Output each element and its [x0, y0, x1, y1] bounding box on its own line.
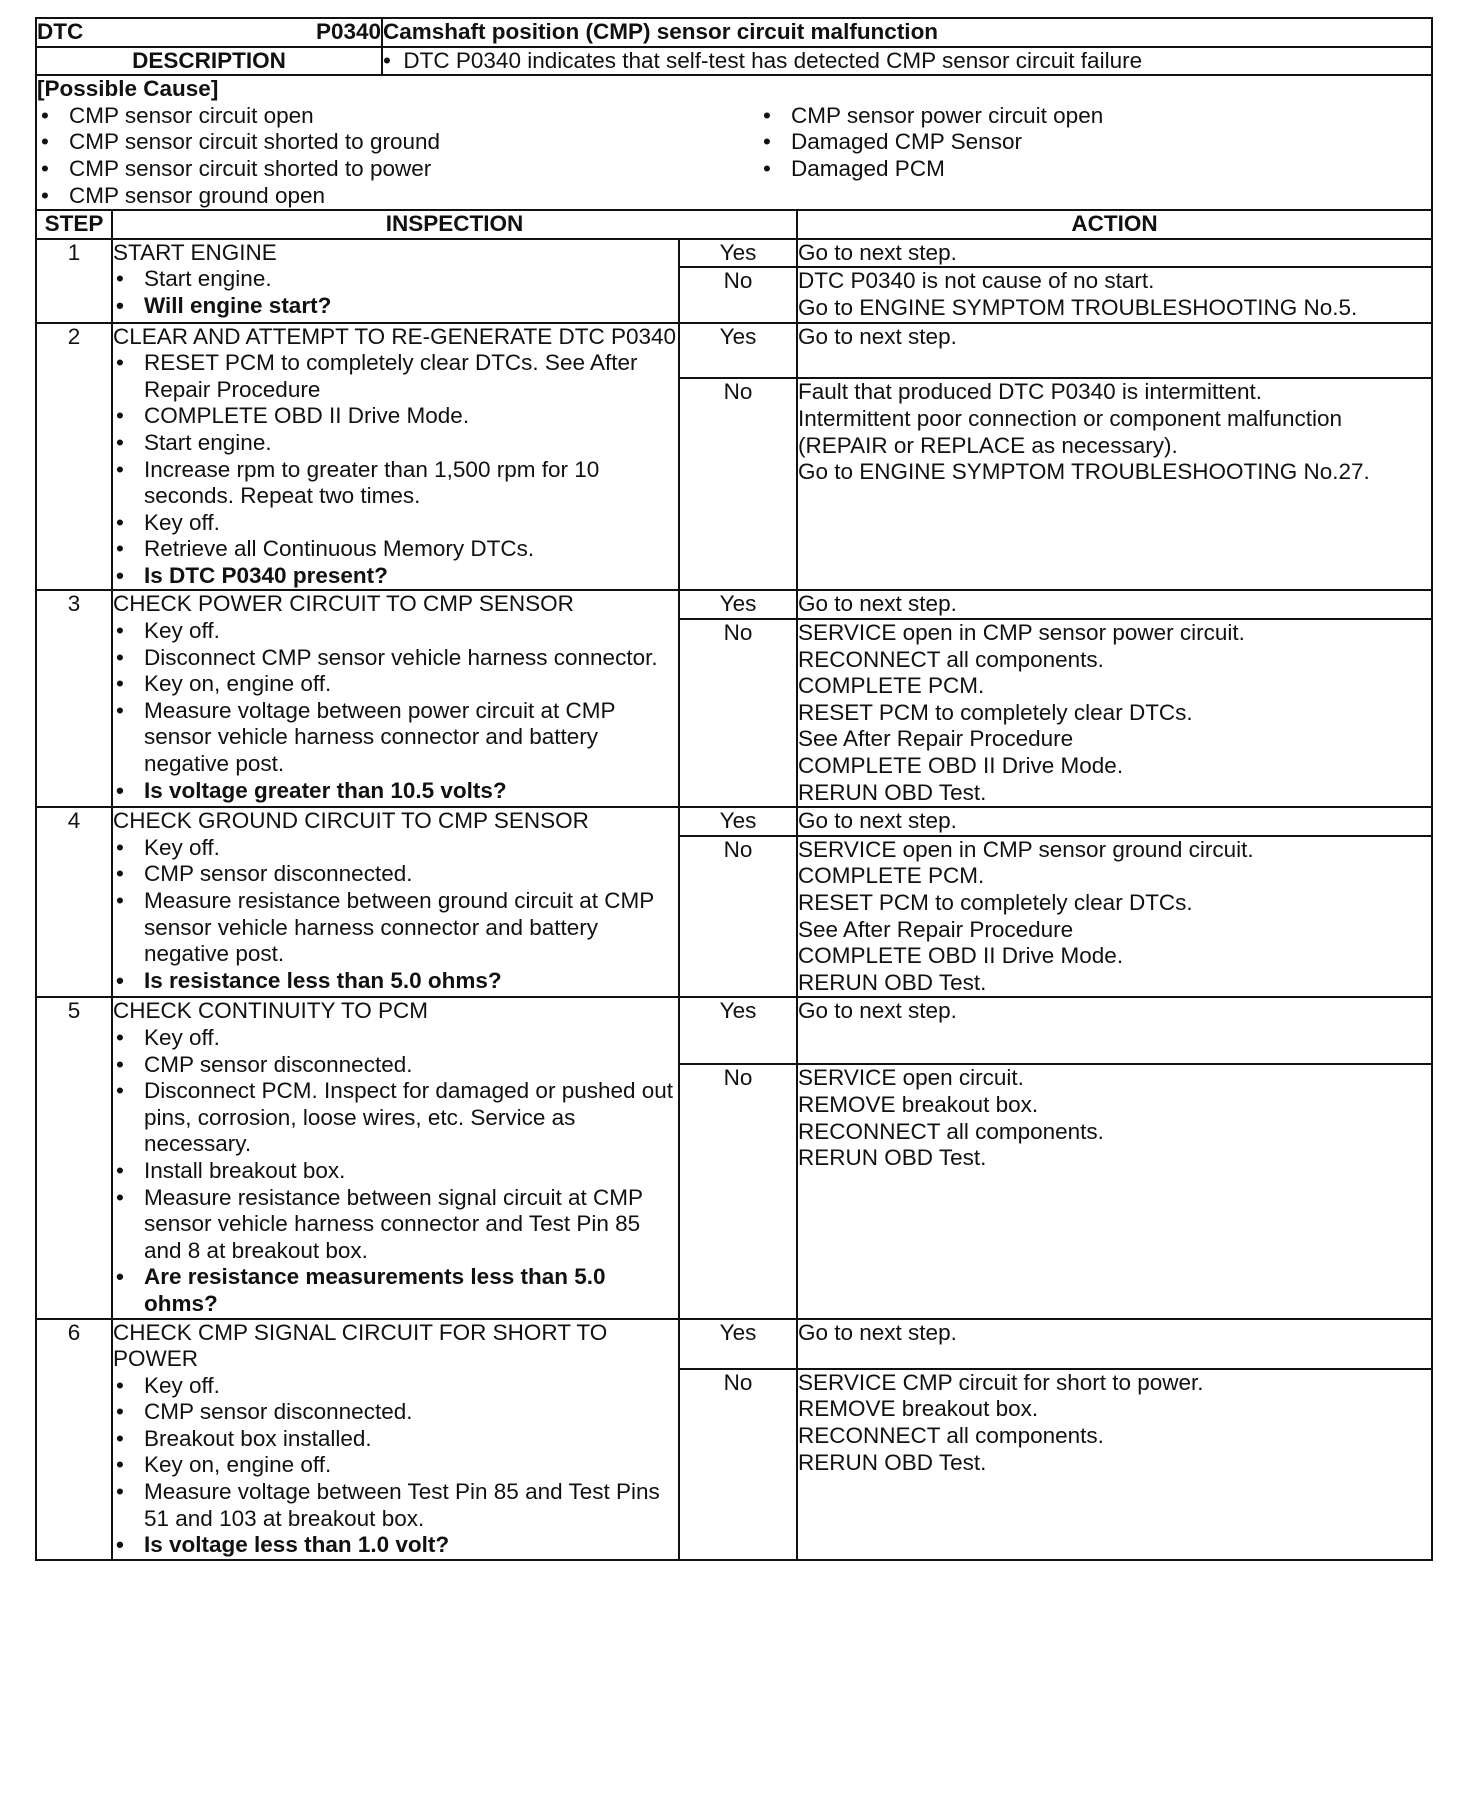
yes-action-cell [797, 239, 1432, 268]
action-line: RERUN OBD Test. [798, 1449, 987, 1475]
action-line: Go to next step. [798, 808, 957, 834]
step-column-header: STEP [36, 210, 112, 239]
action-line: DTC P0340 is not cause of no start. [798, 268, 1155, 294]
step-number: 6 [36, 1319, 112, 1560]
inspection-item: • Retrieve all Continuous Memory DTCs. [113, 536, 678, 563]
step-row-3 [36, 590, 1432, 619]
yes-label: Yes [679, 997, 797, 1064]
inspection-question: • Will engine start? [113, 293, 678, 320]
possible-cause-title: [Possible Cause] [37, 76, 219, 102]
action-line: RERUN OBD Test. [798, 1145, 987, 1171]
inspection-item: • Key off. [113, 618, 678, 645]
step-title: START ENGINE [113, 239, 277, 265]
action-line: Go to ENGINE SYMPTOM TROUBLESHOOTING No.27. [798, 459, 1370, 485]
action-line: SERVICE CMP circuit for short to power. [798, 1369, 1204, 1395]
action-line: SERVICE open in CMP sensor ground circuit. [798, 836, 1254, 862]
inspection-item: • Start engine. [113, 430, 678, 457]
dtc-code: P0340 [315, 19, 381, 44]
action-line: SERVICE open in CMP sensor power circuit. [798, 620, 1245, 646]
step-row-2 [36, 323, 1432, 379]
inspection-column-header: INSPECTION [112, 210, 797, 239]
step-title: CLEAR AND ATTEMPT TO RE-GENERATE DTC P0340 [113, 323, 677, 349]
no-label: No [679, 1369, 797, 1560]
no-action-cell [797, 619, 1432, 807]
step-title: CHECK POWER CIRCUIT TO CMP SENSOR [113, 591, 574, 617]
no-label: No [679, 836, 797, 998]
inspection-item: • Measure resistance between ground circuit at CMP sensor vehicle harness connector and battery negative post. [113, 888, 678, 968]
action-line: COMPLETE OBD II Drive Mode. [798, 753, 1124, 779]
no-label: No [679, 1064, 797, 1318]
action-line: RECONNECT all components. [798, 646, 1104, 672]
step-inspection-cell [112, 323, 679, 591]
no-action-cell [797, 1064, 1432, 1318]
action-line: RESET PCM to completely clear DTCs. [798, 890, 1193, 915]
action-line: Go to next step. [798, 1319, 957, 1345]
step-number: 3 [36, 590, 112, 807]
step-inspection-cell [112, 997, 679, 1318]
possible-cause-item: • CMP sensor power circuit open [759, 103, 1431, 130]
inspection-item: • COMPLETE OBD II Drive Mode. [113, 403, 678, 430]
step-row-5 [36, 997, 1432, 1064]
step-title: CHECK GROUND CIRCUIT TO CMP SENSOR [113, 808, 589, 834]
no-action-cell [797, 1369, 1432, 1560]
inspection-item: • Key off. [113, 510, 678, 537]
inspection-item: • Disconnect PCM. Inspect for damaged or pushed out pins, corrosion, loose wires, etc. Service as necessary. [113, 1078, 678, 1158]
inspection-item: • Key on, engine off. [113, 671, 678, 698]
inspection-item: • Install breakout box. [113, 1158, 678, 1185]
action-line: COMPLETE OBD II Drive Mode. [798, 943, 1124, 969]
step-row-4 [36, 807, 1432, 836]
action-line: Go to next step. [798, 591, 957, 617]
description-row [36, 47, 1432, 76]
yes-label: Yes [679, 590, 797, 619]
yes-label: Yes [679, 807, 797, 836]
action-line: See After Repair Procedure [798, 916, 1074, 942]
inspection-item: • Increase rpm to greater than 1,500 rpm for 10 seconds. Repeat two times. [113, 457, 678, 510]
yes-label: Yes [679, 1319, 797, 1369]
inspection-question: • Is voltage less than 1.0 volt? [113, 1532, 678, 1559]
step-row-1 [36, 239, 1432, 268]
action-line: Go to ENGINE SYMPTOM TROUBLESHOOTING No.5. [798, 294, 1358, 320]
action-line: REMOVE breakout box. [798, 1396, 1039, 1422]
possible-cause-item: • CMP sensor circuit open [37, 103, 709, 130]
action-line: See After Repair Procedure [798, 726, 1074, 752]
step-inspection-cell [112, 807, 679, 997]
inspection-item: • Key on, engine off. [113, 1452, 678, 1479]
no-action-cell [797, 836, 1432, 998]
possible-cause-item: • CMP sensor circuit shorted to ground [37, 129, 709, 156]
inspection-item: • Key off. [113, 1025, 678, 1052]
bullet-icon: • [383, 47, 391, 73]
inspection-item: • Key off. [113, 835, 678, 862]
step-title: CHECK CONTINUITY TO PCM [113, 998, 429, 1024]
inspection-item: • Measure voltage between Test Pin 85 and Test Pins 51 and 103 at breakout box. [113, 1479, 678, 1532]
action-line: COMPLETE PCM. [798, 673, 985, 699]
inspection-question: • Is DTC P0340 present? [113, 563, 678, 590]
step-title: CHECK CMP SIGNAL CIRCUIT FOR SHORT TO POWER [113, 1319, 608, 1372]
inspection-item: • CMP sensor disconnected. [113, 1399, 678, 1426]
no-action-cell [797, 267, 1432, 322]
action-line: RERUN OBD Test. [798, 969, 987, 995]
action-line: Go to next step. [798, 998, 957, 1024]
step-inspection-cell [112, 590, 679, 807]
inspection-question: • Are resistance measurements less than 5.0 ohms? [113, 1264, 678, 1317]
no-label: No [679, 267, 797, 322]
inspection-item: • Measure resistance between signal circuit at CMP sensor vehicle harness connector and Test Pin 85 and 8 at breakout box. [113, 1185, 678, 1265]
yes-action-cell [797, 323, 1432, 379]
dtc-title: Camshaft position (CMP) sensor circuit malfunction [382, 18, 1432, 47]
step-number: 1 [36, 239, 112, 323]
inspection-item: • RESET PCM to completely clear DTCs. See After Repair Procedure [113, 350, 678, 403]
possible-cause-left-list [37, 103, 709, 209]
inspection-item: • Start engine. [113, 266, 678, 293]
possible-cause-cell [36, 75, 1432, 210]
description-cell [382, 47, 1432, 76]
step-inspection-cell [112, 1319, 679, 1560]
step-number: 5 [36, 997, 112, 1318]
inspection-question: • Is voltage greater than 10.5 volts? [113, 778, 678, 805]
action-line: COMPLETE PCM. [798, 863, 985, 889]
action-line: Go to next step. [798, 323, 957, 349]
action-line: RECONNECT all components. [798, 1118, 1104, 1144]
dtc-troubleshooting-table [35, 17, 1433, 1561]
action-line: Go to next step. [798, 239, 957, 265]
no-action-cell [797, 378, 1432, 590]
yes-action-cell [797, 1319, 1432, 1369]
step-number: 4 [36, 807, 112, 997]
step-row-6 [36, 1319, 1432, 1369]
inspection-item: • Breakout box installed. [113, 1426, 678, 1453]
dtc-code-cell [36, 18, 382, 47]
yes-label: Yes [679, 239, 797, 268]
possible-cause-row [36, 75, 1432, 210]
possible-cause-item: • CMP sensor circuit shorted to power [37, 156, 709, 183]
possible-cause-right-list [709, 103, 1431, 209]
action-line: Intermittent poor connection or component malfunction (REPAIR or REPLACE as necessary). [798, 406, 1343, 458]
dtc-label: DTC [37, 19, 84, 44]
inspection-item: • CMP sensor disconnected. [113, 1052, 678, 1079]
possible-cause-item: • Damaged PCM [759, 156, 1431, 183]
description-label: DESCRIPTION [36, 47, 382, 76]
dtc-header-row [36, 18, 1432, 47]
column-header-row [36, 210, 1432, 239]
yes-action-cell [797, 997, 1432, 1064]
yes-label: Yes [679, 323, 797, 379]
no-label: No [679, 619, 797, 807]
inspection-item: • Measure voltage between power circuit at CMP sensor vehicle harness connector and battery negative post. [113, 698, 678, 778]
inspection-item: • Key off. [113, 1373, 678, 1400]
action-line: Fault that produced DTC P0340 is intermittent. [798, 379, 1262, 405]
inspection-question: • Is resistance less than 5.0 ohms? [113, 968, 678, 995]
yes-action-cell [797, 590, 1432, 619]
action-line: RECONNECT all components. [798, 1423, 1104, 1449]
step-number: 2 [36, 323, 112, 591]
step-inspection-cell [112, 239, 679, 323]
action-column-header: ACTION [797, 210, 1432, 239]
action-line: SERVICE open circuit. [798, 1065, 1024, 1091]
yes-action-cell [797, 807, 1432, 836]
no-label: No [679, 378, 797, 590]
inspection-item: • CMP sensor disconnected. [113, 861, 678, 888]
description-text: DTC P0340 indicates that self-test has detected CMP sensor circuit failure [403, 47, 1143, 73]
action-line: REMOVE breakout box. [798, 1092, 1039, 1117]
action-line: RESET PCM to completely clear DTCs. [798, 699, 1193, 725]
inspection-item: • Disconnect CMP sensor vehicle harness connector. [113, 645, 678, 672]
possible-cause-item: • CMP sensor ground open [37, 183, 709, 210]
action-line: RERUN OBD Test. [798, 779, 987, 805]
possible-cause-item: • Damaged CMP Sensor [759, 129, 1431, 156]
